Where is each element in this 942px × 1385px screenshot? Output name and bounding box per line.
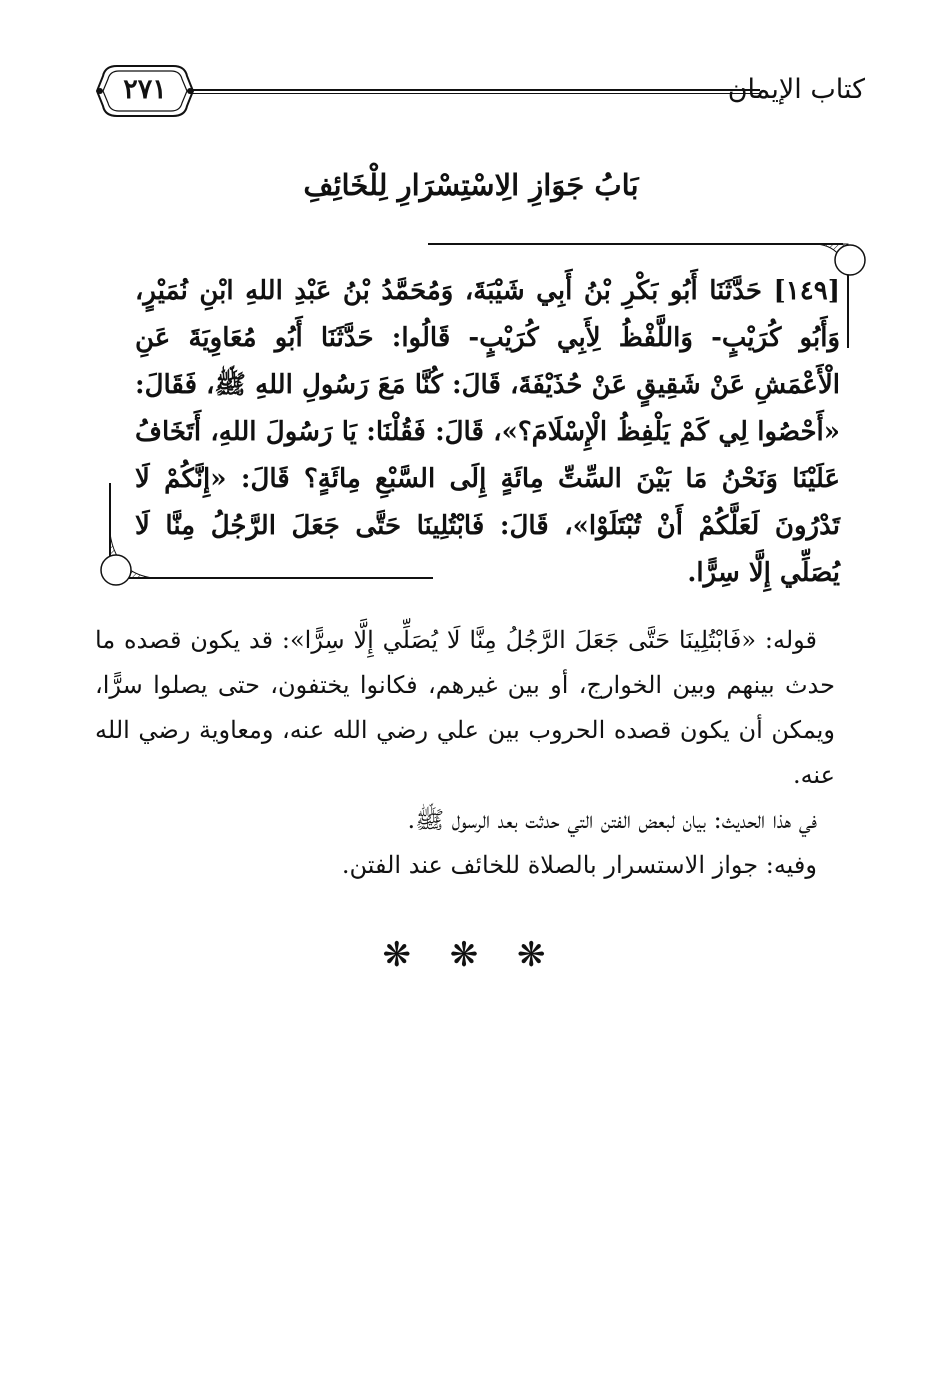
commentary-paragraph: وفيه: جواز الاستسرار بالصلاة للخائف عند الفتن. [341,851,817,879]
chapter-title: بَابُ جَوَازِ الِاسْتِسْرَارِ لِلْخَائِفِ [303,168,639,202]
commentary-paragraph: قوله: «فَابْتُلِينَا حَتَّى جَعَلَ الرَّجُلُ مِنَّا لَا يُصَلِّي إِلَّا سِرًّا»: قد يكون قصده ما حدث بينهم وبين الخوارج، أو بين غيرهم، فكانوا يختفون، حتى يصلوا سرًّا، ويمكن أن يكون قصده الحروب بين علي رضي الله عنه، ومعاوية رضي الله عنه. [95,626,835,789]
commentary [95,618,835,888]
page-number: ٢٧١ [123,74,167,105]
hadith-text: [١٤٩] حَدَّثَنَا أَبُو بَكْرِ بْنُ أَبِي شَيْبَةَ، وَمُحَمَّدُ بْنُ عَبْدِ اللهِ ابْنِ نُمَيْرٍ، وَأَبُو كُرَيْبٍ- وَاللَّفْظُ لِأَبِي كُرَيْبٍ- قَالُوا: حَدَّثَنَا أَبُو مُعَاوِيَةَ عَنِ الْأَعْمَشِ عَنْ شَقِيقٍ عَنْ حُذَيْفَةَ، قَالَ: كُنَّا مَعَ رَسُولِ اللهِ ﷺ، فَقَالَ: «أَحْصُوا لِي كَمْ يَلْفِظُ الْإِسْلَامَ؟»، قَالَ: فَقُلْنَا: يَا رَسُولَ اللهِ، أَتَخَافُ عَلَيْنَا وَنَحْنُ مَا بَيْنَ السِّتِّ مِائَةٍ إِلَى السَّبْعِ مِائَةٍ؟ قَالَ: «إِنَّكُمْ لَا تَدْرُونَ لَعَلَّكُمْ أَنْ تُبْتَلَوْا»، قَالَ: فَابْتُلِينَا حَتَّى جَعَلَ الرَّجُلُ مِنَّا لَا يُصَلِّي إِلَّا سِرًّا. [135,276,840,588]
page-header [95,60,865,130]
closing-ornament-icon: ❋ ❋ ❋ [382,935,560,975]
header-rule [190,89,760,94]
commentary-paragraph: في هذا الحديث: بيان لبعض الفتن التي حدثت بعد الرسول ﷺ. [407,806,817,834]
book-title: كتاب الإيمان [727,74,865,105]
